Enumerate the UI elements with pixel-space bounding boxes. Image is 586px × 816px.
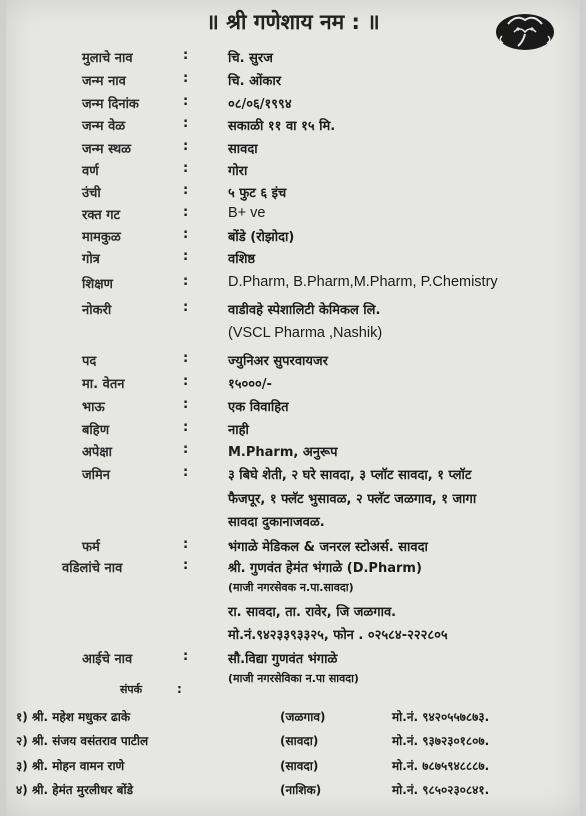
colon: : xyxy=(183,249,189,264)
colon: : xyxy=(183,649,189,664)
field-label: पद xyxy=(82,354,97,369)
colon: : xyxy=(183,558,189,573)
field-value: बोंडे (रोझोदा) xyxy=(228,230,295,245)
field-label: जमिन xyxy=(82,468,111,483)
field-label: वडिलांचे नाव xyxy=(62,561,123,576)
colon: : xyxy=(183,94,189,109)
contact-phone: मो.नं. ९३७२३०१८०७. xyxy=(392,734,490,748)
colon: : xyxy=(183,300,189,315)
field-value: चि. ओंकार xyxy=(228,74,282,89)
ganesha-icon xyxy=(494,10,556,54)
field-label: जन्म वेळ xyxy=(82,119,126,134)
colon: : xyxy=(183,274,189,289)
colon: : xyxy=(183,48,189,63)
contact-name: ३) श्री. मोहन वामन राणे xyxy=(16,759,125,773)
colon: : xyxy=(183,397,189,412)
field-label: गोत्र xyxy=(82,252,100,267)
field-value: नाही xyxy=(228,423,249,438)
field-label: रक्त गट xyxy=(82,208,121,223)
colon: : xyxy=(177,682,182,696)
field-label: मुलाचे नाव xyxy=(82,51,133,66)
contact-place: (सावदा) xyxy=(280,734,319,748)
colon: : xyxy=(183,227,189,242)
field-label: मा. वेतन xyxy=(82,377,125,392)
field-value: भंगाळे मेडिकल & जनरल स्टोअर्स. सावदा xyxy=(228,540,428,555)
contact-place: (नाशिक) xyxy=(280,783,322,797)
field-value: M.Pharm, अनुरूप xyxy=(228,445,338,460)
field-value: ०८/०६/१९९४ xyxy=(228,97,292,112)
colon: : xyxy=(183,183,189,198)
colon: : xyxy=(183,161,189,176)
contact-place: (सावदा) xyxy=(280,759,319,773)
mother-note: (माजी नगरसेविका न.पा सावदा) xyxy=(228,672,359,685)
colon: : xyxy=(183,351,189,366)
field-value: एक विवाहित xyxy=(228,400,289,415)
field-value: सकाळी ११ वा १५ मि. xyxy=(228,119,336,134)
land-continued-line: फैजपूर, १ फ्लॅट भुसावळ, २ फ्लॅट जळगाव, १ जागा xyxy=(228,492,477,507)
land-continued-line: सावदा दुकानाजवळ. xyxy=(228,515,325,530)
colon: : xyxy=(183,374,189,389)
contact-phone: मो.नं. ७८७५९४८८८७. xyxy=(392,759,490,773)
contact-label: संपर्क xyxy=(120,683,143,696)
colon: : xyxy=(183,465,189,480)
field-label: बहिण xyxy=(82,423,110,438)
field-value: १५०००/- xyxy=(228,377,272,392)
colon: : xyxy=(183,205,189,220)
field-label: भाऊ xyxy=(82,400,105,415)
field-label: आईचे नाव xyxy=(82,652,133,667)
field-label: उंची xyxy=(82,186,101,201)
contact-place: (जळगाव) xyxy=(280,710,326,724)
field-value: चि. सुरज xyxy=(228,51,273,66)
contact-phone: मो.नं. ९४२०५५७८७३. xyxy=(392,710,490,724)
field-value: ५ फुट ६ इंच xyxy=(228,186,287,201)
page-title: ॥ श्री गणेशाय नम : ॥ xyxy=(206,10,380,34)
field-value: श्री. गुणवंत हेमंत भंगाळे (D.Pharm) xyxy=(228,561,422,576)
field-label: मामकुळ xyxy=(82,230,121,245)
field-value: वशिष्ठ xyxy=(228,252,256,267)
field-value: ज्युनिअर सुपरवायजर xyxy=(228,354,328,369)
field-label: अपेक्षा xyxy=(82,445,113,460)
contact-phone: मो.नं. ९८५०२३०८४१. xyxy=(392,783,490,797)
father-phone: मो.नं.९४२३३९३३२५, फोन . ०२५८४-२२२८०५ xyxy=(228,628,448,643)
field-value: सावदा xyxy=(228,142,258,157)
field-value: वाडीवहे स्पेशालिटी केमिकल लि. xyxy=(228,303,381,318)
contact-name: १) श्री. महेश मधुकर ढाके xyxy=(16,710,131,724)
field-label: जन्म दिनांक xyxy=(82,97,139,112)
field-label: जन्म स्थळ xyxy=(82,142,132,157)
colon: : xyxy=(183,442,189,457)
colon: : xyxy=(183,116,189,131)
father-address: रा. सावदा, ता. रावेर, जि जळगाव. xyxy=(228,605,397,620)
colon: : xyxy=(183,420,189,435)
father-note: (माजी नगरसेवक न.पा.सावदा) xyxy=(228,581,354,594)
colon: : xyxy=(183,139,189,154)
field-label: शिक्षण xyxy=(82,277,113,292)
field-value: ३ बिघे शेती, २ घरे सावदा, ३ प्लॉट सावदा, १ प्लॉट xyxy=(228,468,472,483)
field-value: गोरा xyxy=(228,164,248,179)
field-value: (VSCL Pharma ,Nashik) xyxy=(228,325,383,341)
field-label: जन्म नाव xyxy=(82,74,126,89)
contact-name: २) श्री. संजय वसंतराव पाटील xyxy=(16,734,149,748)
colon: : xyxy=(183,71,189,86)
field-value: D.Pharm, B.Pharm,M.Pharm, P.Chemistry xyxy=(228,274,498,290)
field-label: वर्ण xyxy=(82,164,99,179)
colon: : xyxy=(183,537,189,552)
field-value: B+ ve xyxy=(228,205,266,221)
field-label: फर्म xyxy=(82,540,100,555)
field-value: सौ.विद्या गुणवंत भंगाळे xyxy=(228,652,338,667)
field-label: नोकरी xyxy=(82,303,112,318)
contact-name: ४) श्री. हेमंत मुरलीधर बोंडे xyxy=(16,783,133,797)
